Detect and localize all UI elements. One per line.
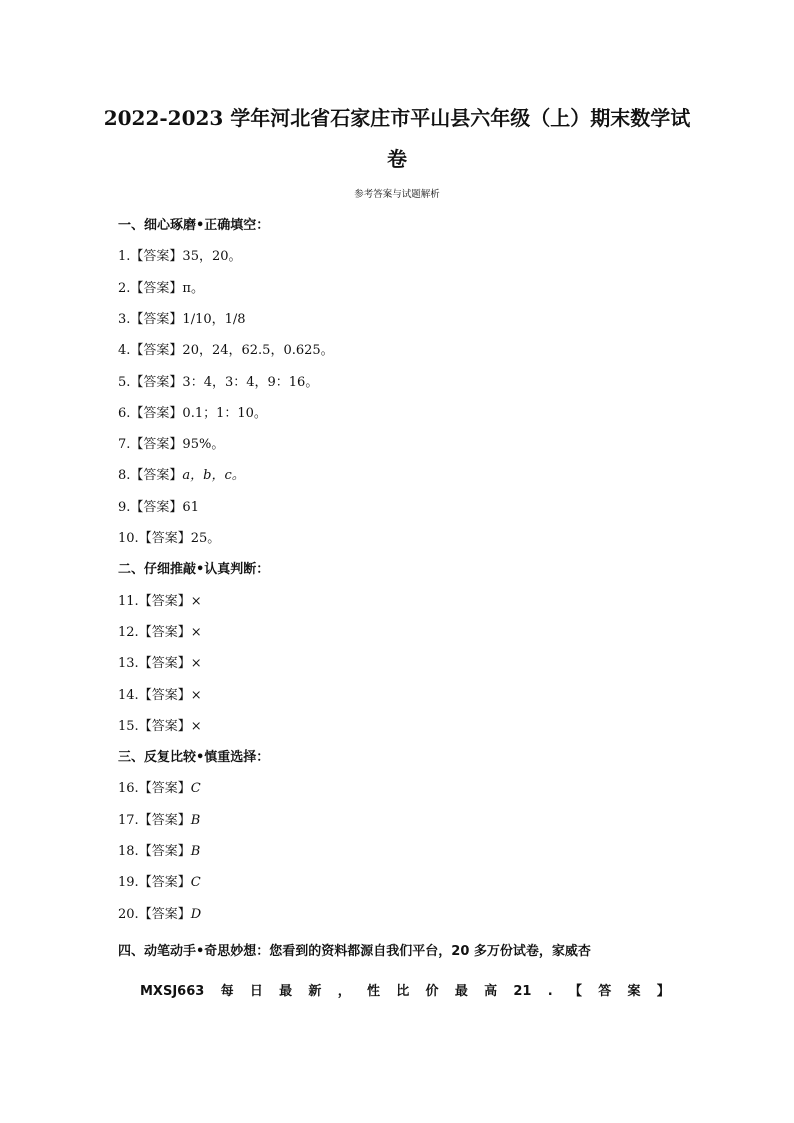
question-number: 8. [118, 468, 131, 484]
footer-token: 【 [568, 984, 582, 999]
question-number: 5. [118, 374, 131, 390]
answer-row [118, 813, 200, 829]
answer-tag: 【答案】 [138, 906, 191, 922]
answer-value: 25。 [190, 531, 221, 546]
answer-value: 95%。 [182, 437, 225, 453]
answer-value: 0.1；1：10。 [182, 405, 267, 421]
question-number: 2. [118, 280, 131, 296]
answer-value: × [190, 687, 202, 703]
answer-value: B [190, 812, 201, 828]
answer-value: 61 [182, 499, 199, 515]
answer-tag: 【答案】 [138, 875, 191, 891]
answer-row [118, 719, 202, 735]
answer-row [118, 781, 201, 797]
answer-row [118, 844, 200, 860]
answer-value: × [190, 593, 202, 609]
answer-tag: 【答案】 [138, 531, 191, 546]
answer-row [118, 468, 245, 484]
answer-row [118, 688, 202, 704]
question-number: 14. [118, 687, 139, 703]
section-heading-1: 一、细心琢磨•正确填空： [118, 218, 270, 233]
answer-row [118, 375, 318, 391]
answer-value: × [190, 656, 202, 672]
answer-tag: 【答案】 [130, 374, 183, 390]
footer-token: 最 [279, 984, 293, 999]
question-number: 17. [118, 812, 139, 828]
answer-row [118, 907, 201, 923]
answer-row [118, 281, 204, 297]
answer-tag: 【答案】 [130, 280, 183, 296]
footer-token: 新 [308, 984, 322, 999]
answer-tag: 【答案】 [138, 656, 191, 672]
footer-token: 比 [396, 984, 410, 999]
answer-value: B [190, 844, 201, 859]
question-number: 16. [118, 781, 139, 797]
answer-value: 20，24，62.5，0.625。 [182, 343, 334, 359]
answer-tag: 【答案】 [138, 687, 191, 703]
question-number: 1. [118, 249, 131, 265]
footer-token: 答 [598, 984, 612, 999]
answer-value: × [190, 624, 202, 640]
footer-token: 性 [366, 984, 380, 999]
answer-row [118, 312, 246, 328]
answer-row [118, 875, 201, 891]
section-heading-3: 三、反复比较•慎重选择： [118, 750, 270, 766]
answer-value: × [190, 718, 202, 734]
footer-token: MXSJ663 [140, 984, 205, 999]
answer-tag: 【答案】 [130, 468, 183, 484]
answer-tag: 【答案】 [138, 593, 191, 609]
document-title-line-2: 卷 [387, 147, 407, 171]
answer-row [118, 531, 220, 547]
answer-row [118, 406, 267, 422]
answer-row [118, 625, 202, 641]
question-number: 3. [118, 311, 131, 327]
answer-tag: 【答案】 [138, 624, 191, 640]
answer-tag: 【答案】 [130, 405, 183, 421]
question-number: 15. [118, 718, 139, 734]
footer-token: 最 [454, 984, 468, 999]
footer-token: 21 [513, 984, 532, 999]
footer-token: . [547, 984, 553, 999]
question-number: 4. [118, 343, 131, 359]
answer-tag: 【答案】 [130, 499, 183, 515]
answer-tag: 【答案】 [138, 781, 191, 797]
answer-value: π。 [182, 280, 204, 296]
footer-token: 案 [627, 984, 641, 999]
answer-tag: 【答案】 [130, 343, 183, 359]
section-heading-2: 二、仔细推敲•认真判断： [118, 562, 270, 578]
answer-tag: 【答案】 [130, 437, 183, 453]
footer-token: 高 [484, 984, 498, 999]
section-heading-4: 四、动笔动手•奇思妙想：您看到的资料都源自我们平台，20 多万份试卷，家威杏 [118, 944, 591, 959]
answer-row [118, 249, 242, 265]
footer-token: ， [337, 984, 351, 999]
answer-value: C [190, 781, 201, 797]
footer-token: 每 [220, 984, 234, 999]
answer-value: 35，20。 [182, 249, 242, 265]
answer-value: 1/10，1/8 [182, 311, 246, 327]
answer-value: C [190, 875, 201, 891]
question-number: 20. [118, 906, 139, 922]
footer-line [140, 984, 670, 1000]
question-number: 12. [118, 624, 139, 640]
answer-row [118, 343, 334, 359]
question-number: 13. [118, 656, 139, 672]
answer-value: a，b，c。 [182, 468, 245, 484]
footer-token: 日 [249, 984, 263, 999]
footer-token: 】 [656, 984, 670, 999]
answer-row [118, 437, 224, 453]
answer-tag: 【答案】 [138, 844, 191, 859]
question-number: 9. [118, 499, 131, 515]
footer-token: 价 [425, 984, 439, 999]
answer-row [118, 656, 202, 672]
question-number: 18. [118, 844, 139, 859]
document-title-line-1: 2022-2023 学年河北省石家庄市平山县六年级（上）期末数学试 [103, 106, 691, 130]
answer-row [118, 594, 202, 610]
document-subtitle: 参考答案与试题解析 [354, 189, 440, 200]
answer-value: D [190, 906, 202, 922]
answer-tag: 【答案】 [130, 311, 183, 327]
answer-row [118, 500, 199, 516]
question-number: 11. [118, 593, 139, 609]
answer-tag: 【答案】 [138, 812, 191, 828]
question-number: 6. [118, 405, 131, 421]
answer-value: 3：4，3：4，9：16。 [182, 374, 319, 390]
question-number: 19. [118, 875, 139, 891]
question-number: 7. [118, 437, 131, 453]
answer-tag: 【答案】 [138, 718, 191, 734]
question-number: 10. [118, 531, 139, 546]
answer-tag: 【答案】 [130, 249, 183, 265]
